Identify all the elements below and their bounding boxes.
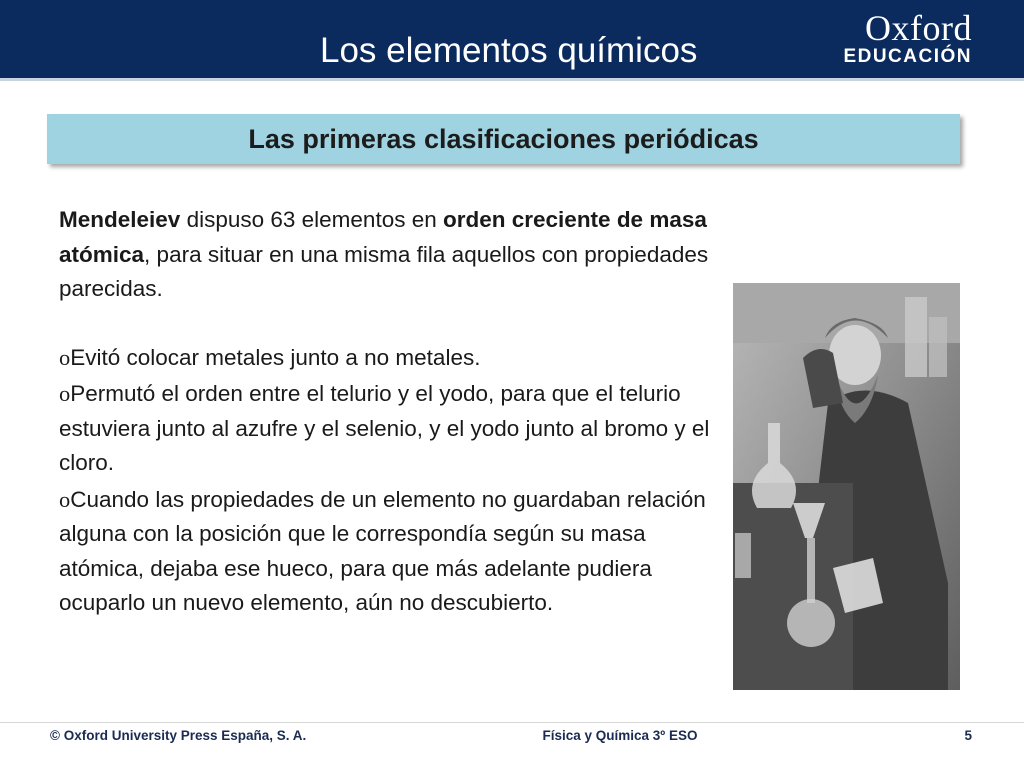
bullet-text: Evitó colocar metales junto a no metales. (70, 344, 481, 370)
slide-subtitle: Las primeras clasificaciones periódicas (248, 123, 759, 154)
footer-course: Física y Química 3º ESO (542, 728, 698, 743)
bullet-item (59, 483, 719, 621)
bullet-item (59, 341, 719, 376)
bullet-text: Permutó el orden entre el telurio y el yodo, para que el telurio estuviera junto al azufre y el selenio, y el yodo junto al bromo y el cloro. (59, 381, 710, 475)
intro-text-2: , para situar en una misma fila aquellos con propiedades parecidas. (59, 241, 709, 301)
bullet-mark: o (59, 344, 71, 370)
footer-copyright: © Oxford University Press España, S. A. (50, 728, 307, 743)
bullet-mark: o (59, 381, 71, 406)
subtitle-banner (47, 114, 960, 164)
intro-paragraph (59, 203, 719, 307)
slide-title: Los elementos químicos (320, 31, 698, 70)
bullet-item (59, 377, 719, 481)
slide-body (59, 203, 719, 623)
portrait-illustration (733, 283, 960, 690)
intro-name: Mendeleiev (59, 207, 181, 232)
intro-text-1: dispuso 63 elementos en (180, 207, 443, 232)
header-bar (0, 0, 1024, 81)
footer-page-number: 5 (964, 728, 972, 743)
bullet-text: Cuando las propiedades de un elemento no guardaban relación alguna con la posición que le correspondía según su masa atómica, dejaba ese hueco, para que más adelante pudiera ocuparlo un nuevo elemento, aún no descubierto. (59, 486, 706, 615)
oxford-logo (843, 10, 972, 66)
footer-bar (0, 722, 1024, 769)
logo-educacion-text: EDUCACIÓN (843, 46, 972, 67)
intro-bold-2: orden creciente de masa atómica (59, 207, 707, 267)
logo-oxford-text: Oxford (865, 8, 972, 48)
mendeleiev-portrait-image (733, 283, 960, 690)
bullet-mark: o (59, 486, 71, 512)
